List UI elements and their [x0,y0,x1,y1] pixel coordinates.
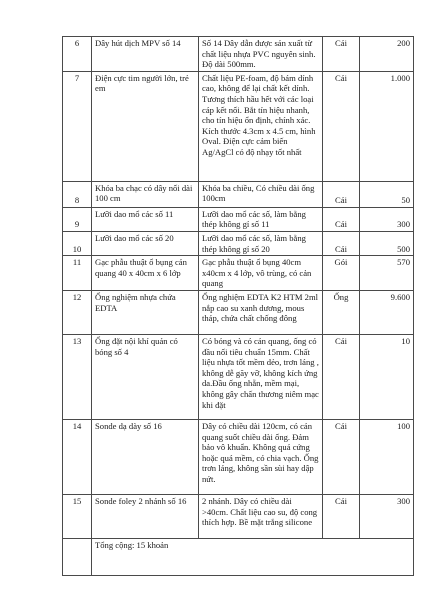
item-unit: Cái [323,334,360,419]
item-unit: Cái [323,207,360,231]
item-spec: Khóa ba chiều, Có chiều dài ống 100cm [199,181,323,207]
item-unit: Cái [323,37,360,72]
row-number: 13 [63,334,92,419]
row-number: 12 [63,290,92,334]
item-quantity: 500 [360,231,414,255]
item-unit: Gói [323,256,360,291]
total-label: Tổng cộng: 15 khoản [92,538,414,575]
item-quantity: 200 [360,37,414,72]
item-name: Sonde dạ dày số 16 [92,419,199,494]
table-row [63,207,414,231]
item-quantity: 300 [360,207,414,231]
item-unit: Cái [323,71,360,181]
row-number: 8 [63,181,92,207]
item-unit: Cái [323,494,360,538]
row-number: 11 [63,256,92,291]
row-number: 10 [63,231,92,255]
item-name: Dây hút dịch MPV số 14 [92,37,199,72]
table-row [63,334,414,419]
item-quantity: 300 [360,494,414,538]
item-quantity: 50 [360,181,414,207]
item-name: Gạc phẫu thuật ổ bụng cản quang 40 x 40cm x 6 lớp [92,256,199,291]
table-row [63,419,414,494]
item-spec: Số 14 Dây dẫn được sản xuất từ chất liệu nhựa PVC nguyên sinh. Độ dài 500mm. [199,37,323,72]
item-unit: Cái [323,231,360,255]
item-spec: Lưỡi dao mổ các số, làm bằng thép không gỉ số 20 [199,231,323,255]
table-row [63,231,414,255]
item-name: Điện cực tim người lớn, trẻ em [92,71,199,181]
item-spec: 2 nhánh. Dây có chiều dài >40cm. Chất liệu cao su, độ cong thích hợp. Bề mặt trắng silicone [199,494,323,538]
item-name: Sonde foley 2 nhánh số 16 [92,494,199,538]
table-row [63,71,414,181]
table-row [63,256,414,291]
total-empty-cell [63,538,92,575]
row-number: 15 [63,494,92,538]
table-row [63,37,414,72]
item-spec: Gạc phẫu thuật ổ bụng 40cm x40cm x 4 lớp, vô trùng, có cản quang [199,256,323,291]
item-spec: Có bóng và có cản quang, ống có đầu nối tiêu chuẩn 15mm. Chất liệu nhựa tốt mềm dẻo, trơn láng , không dễ gãy vỡ, không kích ứng da.Đầu ống nhẵn, mềm mại, không gây chấn thương niêm mạc khi đặt [199,334,323,419]
item-spec: Lưỡi dao mổ các số, làm bằng thép không gỉ số 11 [199,207,323,231]
row-number: 7 [63,71,92,181]
table-row [63,290,414,334]
item-quantity: 10 [360,334,414,419]
item-spec: Chất liệu PE-foam, độ bám dính cao, không để lại chất kết dính. Tương thích hầu hết với các loại cáp kết nối. Bắt tín hiệu nhanh, cho tín hiệu ổn định, chính xác. Kích thước 4.3cm x 4.5 cm, hình Oval. Điện cực cảm biến Ag/AgCl có độ nhạy tốt nhất [199,71,323,181]
item-unit: Cái [323,419,360,494]
equipment-table [62,36,414,576]
item-name: Khóa ba chạc có dây nối dài 100 cm [92,181,199,207]
item-name: Lưỡi dao mổ các số 20 [92,231,199,255]
item-quantity: 9.600 [360,290,414,334]
item-name: Lưỡi dao mổ các số 11 [92,207,199,231]
row-number: 6 [63,37,92,72]
table-row [63,181,414,207]
item-quantity: 570 [360,256,414,291]
item-unit: Ống [323,290,360,334]
item-quantity: 1.000 [360,71,414,181]
item-unit: Cái [323,181,360,207]
total-row [63,538,414,575]
item-quantity: 100 [360,419,414,494]
item-name: Ống đặt nội khí quản có bóng số 4 [92,334,199,419]
table-row [63,494,414,538]
item-name: Ống nghiệm nhựa chứa EDTA [92,290,199,334]
item-spec: Dây có chiều dài 120cm, có cản quang suốt chiều dài ống. Đảm bảo vô khuẩn. Không quá cứng hoặc quá mềm, có chia vạch. Ống trơn láng, không sần sùi hay dập nứt. [199,419,323,494]
row-number: 14 [63,419,92,494]
row-number: 9 [63,207,92,231]
item-spec: Ống nghiệm EDTA K2 HTM 2ml nắp cao su xanh dương, mous tháp, chứa chất chống đông [199,290,323,334]
